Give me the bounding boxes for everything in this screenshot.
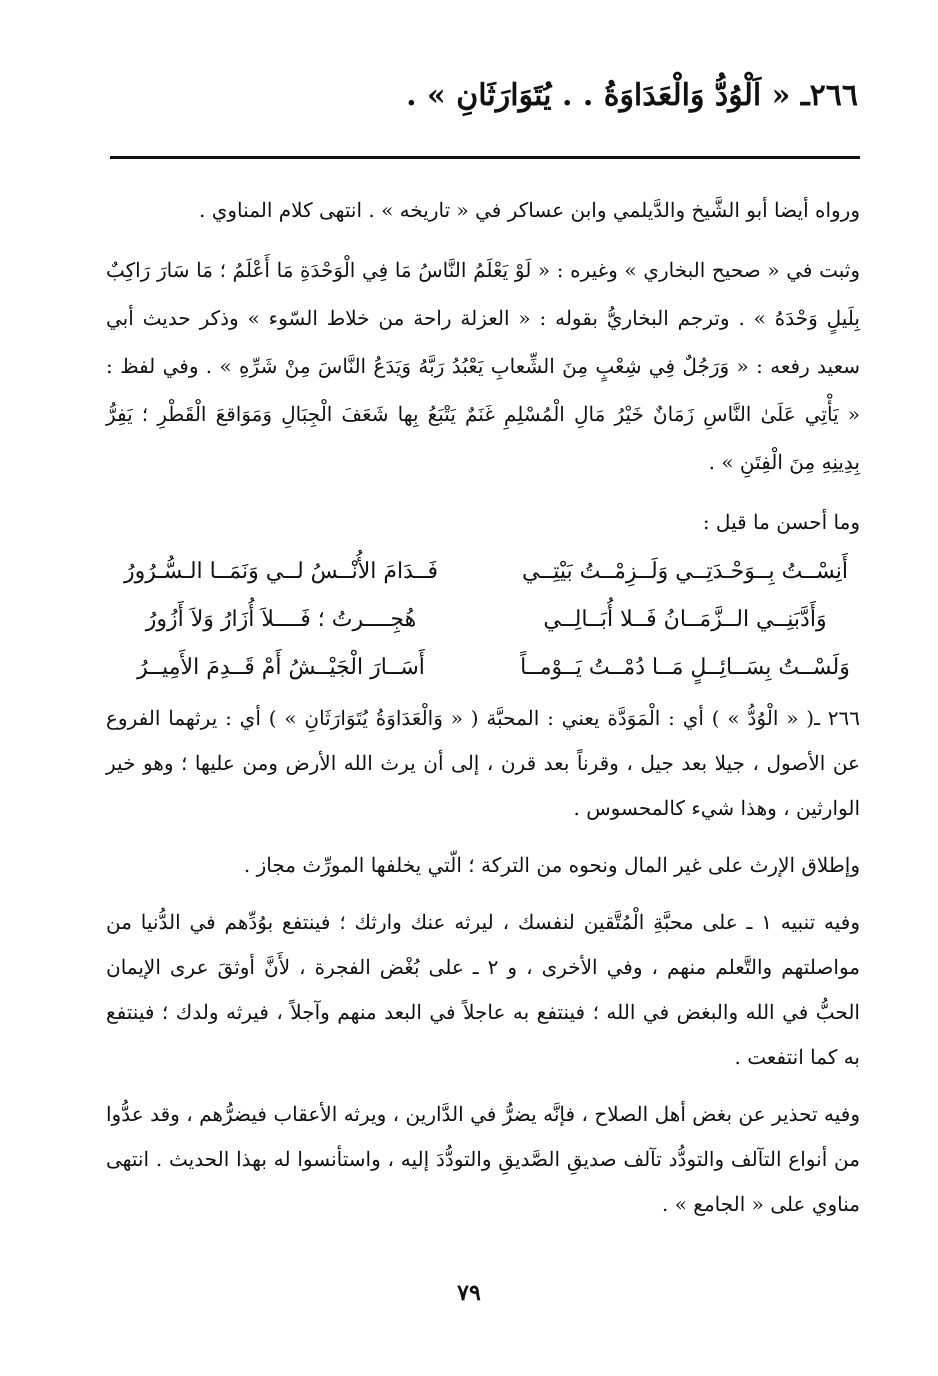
chapter-header: ٢٦٦ـ « اَلْوُدُّ وَالْعَدَاوَةُ . . يُتَوَارَثَانِ » . — [406, 78, 858, 113]
page-body — [106, 186, 860, 1239]
commentary-paragraph-1: ٢٦٦ ـ( « الْوُدُّ » ) أي : الْمَوَدَّة يعني : المحبَّة ( « وَالْعَدَاوَةُ يُتَوَارَثَانِ » ) أي : يرثهما الفروع عن الأصول ، جيلا بعد جيل ، وقرناً بعد قرن ، إلى أن يرث الله الأرض ومن عليها ؛ وهو خير الوارثين ، وهذا شيء كالمحسوس . — [106, 706, 860, 820]
paragraph-2: وثبت في « صحيح البخاري » وغيره : « لَوْ يَعْلَمُ النَّاسُ مَا فِي الْوَحْدَةِ مَا أَعْلَمُ ؛ مَا سَارَ رَاكِبٌ بِلَيلٍ وَحْدَهُ » . وترجم البخاريُّ بقوله : « العزلة راحة من خلاط السّوء » وذكر حديث أبي سعيد رفعه : « وَرَجُلٌ فِي شِعْبٍ مِنَ الشِّعابِ يَعْبُدُ رَبَّهُ وَيَدَعُ النَّاسَ مِنْ شَرِّهِ » . وفي لفظ : « يَأْتِي عَلَىٰ النَّاسِ زَمَانٌ خَيْرُ مَالِ الْمُسْلِمِ غَنَمٌ يَتْبَعُ بِها شَعَفَ الْجِبَالِ وَمَوَاقعَ الْقَطْرِ ؛ يَفِرُّ بِدِينِهِ مِنَ الْفِتَنِ » . — [106, 258, 860, 474]
page-number: ٧٩ — [457, 1280, 481, 1306]
verse-second-hemistich: فَــدَامَ الأُنْــسُ لــي وَنَمَــا الـسُّـرُورُ — [123, 559, 439, 584]
commentary-paragraph-2: وإطلاق الإرث على غير المال ونحوه من التركة ؛ الّتي يخلفها المورِّث مجاز . — [243, 853, 860, 877]
paragraph-1: ورواه أيضا أبو الشَّيخ والدَّيلمي وابن عساكر في « تاريخه » . انتهى كلام المناوي . — [199, 198, 860, 222]
poem-intro: وما أحسن ما قيل : — [702, 510, 860, 534]
verse-first-hemistich: وَلَسْــتُ بِسَــائِــلٍ مَــا دُمْــتُ يَــوْمــاً — [520, 655, 850, 680]
verse-second-hemistich: أَسَــارَ الْجَيْــشُ أَمْ قَــدِمَ الأَمِيــرُ — [137, 655, 425, 680]
verse-first-hemistich: أَنِسْــتُ بِــوَحْـدَتِــي وَلَــزِمْــتُ بَيْتِــي — [522, 559, 848, 584]
verse-line — [106, 644, 860, 692]
verse-line — [106, 596, 860, 644]
header-rule — [110, 156, 860, 159]
commentary-paragraph-4: وفيه تحذير عن بغض أهل الصلاح ، فإنَّه يضرُّ في الدَّارين ، ويرثه الأعقاب فيضرُّهم ، وقد عدُّوا من أنواع التآلف والتودُّد تآلف صديقِ الصَّديقِ والتودُّدَ إليه ، واستأنسوا له بهذا الحديث . انتهى مناوي على « الجامع » . — [106, 1102, 860, 1216]
commentary-paragraph-3: وفيه تنبيه ١ ـ على محبَّةِ الْمُتَّقين لنفسك ، ليرثه عنك وارثك ؛ فينتفع بوُدِّهم في الدُّنيا من مواصلتهم والتَّعلم منهم ، وفي الأخرى ، و ٢ ـ على بُغْض الفجرة ، لأَنَّ أوثقَ عرى الإيمان الحبُّ في الله والبغض في الله ؛ فينتفع به عاجلاً في البعد منهم وآجلاً ، فيرثه ولدك ؛ فينتفع به كما انتفعت . — [106, 910, 860, 1069]
verse-line — [106, 548, 860, 596]
verse-second-hemistich: هُجِــــرتُ ؛ فَــــلاَ أُزَارُ وَلاَ أَزُورُ — [145, 607, 417, 632]
poem — [106, 548, 860, 692]
verse-first-hemistich: وَأَدَّبَنِــي الــزَّمَــانُ فَــلا أُبَــالِــي — [543, 607, 827, 632]
